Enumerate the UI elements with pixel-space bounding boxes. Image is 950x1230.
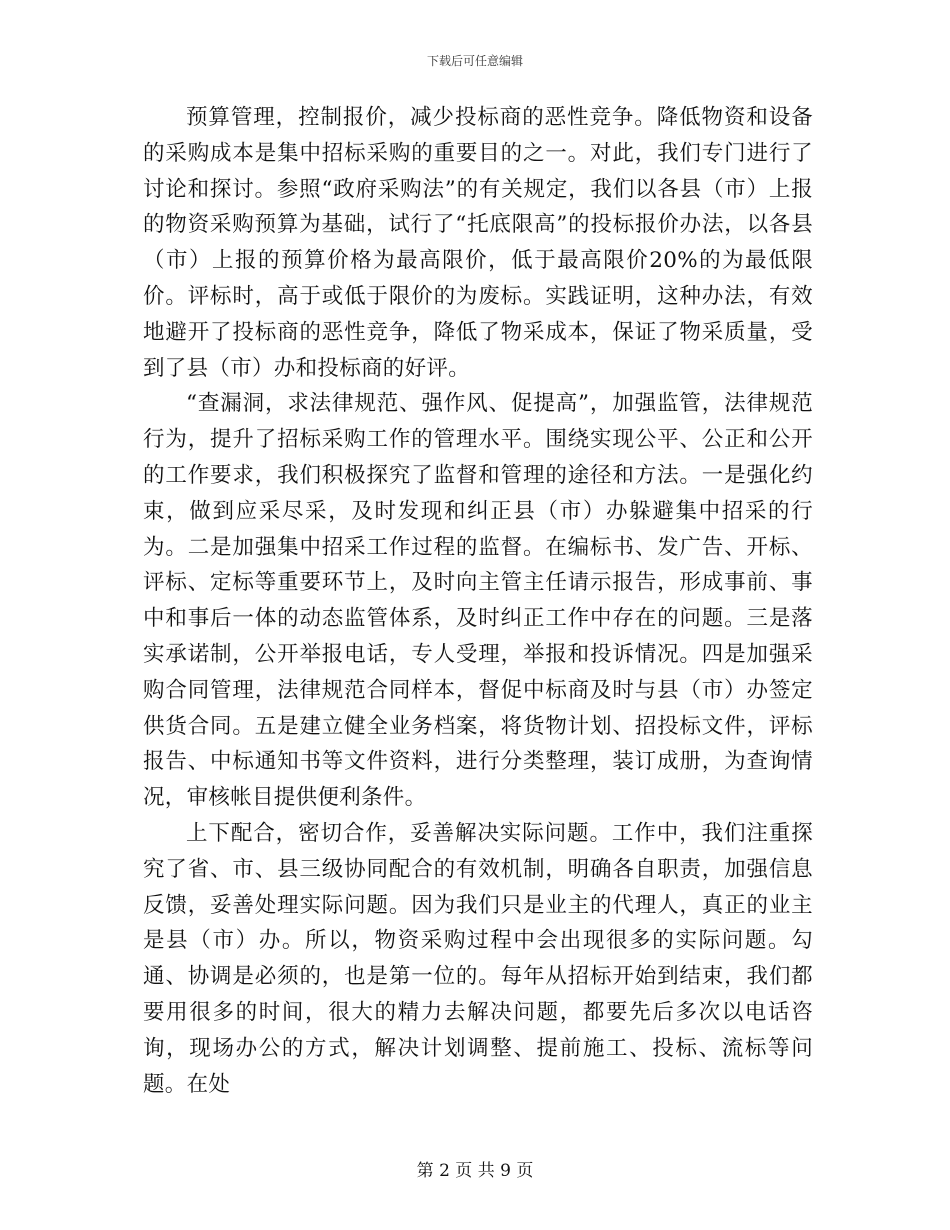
- page-number-footer: 第 2 页 共 9 页: [416, 1161, 534, 1181]
- paragraph-supervision: “查漏洞，求法律规范、强作风、促提高”，加强监管，法律规范行为，提升了招标采购工作的管理水平。围绕实现公平、公正和公开的工作要求，我们积极探究了监督和管理的途径和方法。一是强化约束，做到应采尽采，及时发现和纠正县（市）办躲避集中招采的行为。二是加强集中招采工作过程的监督。在编标书、发广告、开标、评标、定标等重要环节上，及时向主管主任请示报告，形成事前、事中和事后一体的动态监管体系，及时纠正工作中存在的问题。三是落实承诺制，公开举报电话，专人受理，举报和投诉情况。四是加强采购合同管理，法律规范合同样本，督促中标商及时与县（市）办签定供货合同。五是建立健全业务档案，将货物计划、招投标文件，评标报告、中标通知书等文件资料，进行分类整理，装订成册，为查询情况，审核帐目提供便利条件。: [143, 391, 813, 811]
- paragraph-cooperation: 上下配合，密切合作，妥善解决实际问题。工作中，我们注重探究了省、市、县三级协同配合的有效机制，明确各自职责，加强信息反馈，妥善处理实际问题。因为我们只是业主的代理人，真正的业主是县（市）办。所以，物资采购过程中会出现很多的实际问题。勾通、协调是必须的，也是第一位的。每年从招标开始到结束，我们都要用很多的时间，很大的精力去解决问题，都要先后多次以电话咨询，现场办公的方式，解决计划调整、提前施工、投标、流标等问题。在处: [143, 820, 813, 1097]
- page-header: 下载后可任意编辑: [426, 54, 523, 68]
- document-body: [143, 100, 813, 1102]
- paragraph-budget-management: 预算管理，控制报价，减少投标商的恶性竞争。降低物资和设备的采购成本是集中招标采购的重要目的之一。对此，我们专门进行了讨论和探讨。参照“政府采购法”的有关规定，我们以各县（市）上报的物资采购预算为基础，试行了“托底限高”的投标报价办法，以各县（市）上报的预算价格为最高限价，低于最高限价20%的为最低限价。评标时，高于或低于限价的为废标。实践证明，这种办法，有效地避开了投标商的恶性竞争，降低了物采成本，保证了物采质量，受到了县（市）办和投标商的好评。: [143, 105, 813, 381]
